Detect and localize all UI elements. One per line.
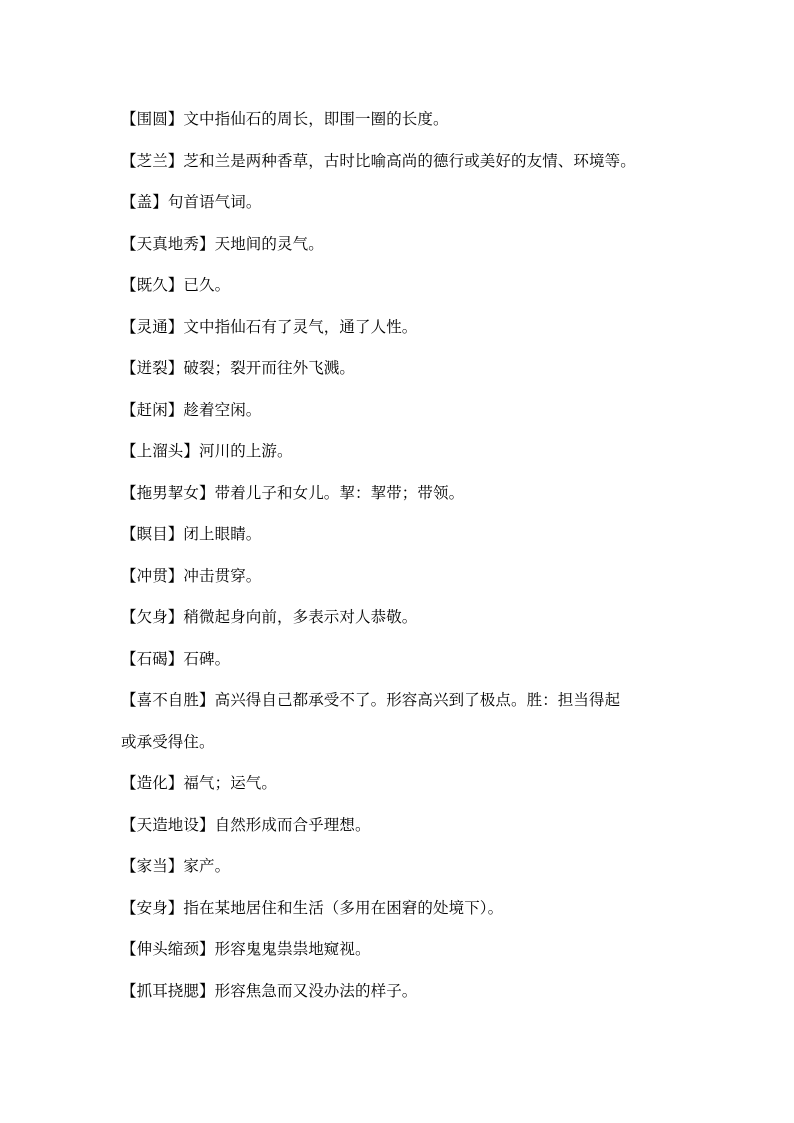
glossary-term: 【天真地秀】 xyxy=(121,234,215,253)
glossary-entry xyxy=(121,148,681,190)
glossary-entry xyxy=(121,106,681,148)
glossary-definition: 句首语气词。 xyxy=(167,193,262,211)
glossary-definition: 芝和兰是两种香草，古时比喻高尚的德行或美好的友情、环境等。 xyxy=(183,151,636,170)
glossary-definition: 冲击贯穿。 xyxy=(183,566,262,585)
glossary-definition: 河川的上游。 xyxy=(199,442,293,460)
glossary-term: 【瞑目】 xyxy=(121,525,184,543)
glossary-entry xyxy=(121,936,681,978)
glossary-term: 【欠身】 xyxy=(121,608,184,626)
glossary-entry xyxy=(121,978,681,1020)
glossary-entry xyxy=(121,438,681,480)
glossary-definition: 破裂；裂开而往外飞溅。 xyxy=(183,359,356,377)
glossary-term: 【盖】 xyxy=(121,193,168,211)
glossary-term: 【迸裂】 xyxy=(121,359,184,377)
glossary-term: 【拖男挈女】 xyxy=(121,483,215,502)
glossary-term: 【灵通】 xyxy=(121,317,184,336)
glossary-entry-continuation xyxy=(121,729,681,771)
glossary-definition: 高兴得自己都承受不了。形容高兴到了极点。胜：担当得起 xyxy=(214,691,621,709)
glossary-term: 【天造地设】 xyxy=(121,815,215,834)
glossary-entry xyxy=(121,189,681,231)
glossary-term: 【芝兰】 xyxy=(121,151,184,170)
glossary-definition: 福气；运气。 xyxy=(183,774,278,792)
glossary-term: 【赶闲】 xyxy=(121,400,184,419)
glossary-definition: 带着儿子和女儿。挈：挈带；带领。 xyxy=(214,483,465,502)
glossary-entry xyxy=(121,397,681,439)
glossary-term: 【安身】 xyxy=(121,898,184,917)
glossary-definition: 指在某地居住和生活（多用在困窘的处境下）。 xyxy=(183,898,504,917)
glossary-definition: 文中指仙石的周长，即围一圈的长度。 xyxy=(183,110,449,128)
glossary-term: 【冲贯】 xyxy=(121,566,184,585)
glossary-definition: 自然形成而合乎理想。 xyxy=(214,815,371,834)
glossary-definition: 已久。 xyxy=(183,276,231,294)
glossary-term: 【家当】 xyxy=(121,857,184,875)
glossary-entry xyxy=(121,314,681,356)
glossary-term: 【围圆】 xyxy=(121,110,184,128)
glossary-term: 【喜不自胜】 xyxy=(121,691,215,709)
glossary-definition: 形容焦急而又没办法的样子。 xyxy=(214,981,418,1000)
glossary-term: 【伸头缩颈】 xyxy=(121,940,215,958)
glossary-definition: 天地间的灵气。 xyxy=(214,234,324,253)
glossary-definition: 文中指仙石有了灵气，通了人性。 xyxy=(183,317,418,336)
glossary-entry xyxy=(121,231,681,273)
glossary-entry xyxy=(121,770,681,812)
glossary-entry xyxy=(121,521,681,563)
glossary-entry xyxy=(121,812,681,854)
glossary-entry xyxy=(121,853,681,895)
glossary-entry xyxy=(121,646,681,688)
glossary-term: 【上溜头】 xyxy=(121,442,200,460)
glossary-definition: 稍微起身向前，多表示对人恭敬。 xyxy=(183,608,418,626)
glossary-term: 【造化】 xyxy=(121,774,184,792)
glossary-entry xyxy=(121,604,681,646)
glossary-entry xyxy=(121,895,681,937)
glossary-entry xyxy=(121,480,681,522)
glossary-definition: 闭上眼睛。 xyxy=(183,525,262,543)
glossary-definition-continuation: 或承受得住。 xyxy=(121,732,215,751)
glossary-entry xyxy=(121,687,681,729)
glossary-definition: 形容鬼鬼祟祟地窥视。 xyxy=(214,940,371,958)
glossary-definition: 家产。 xyxy=(183,857,231,875)
glossary-term: 【既久】 xyxy=(121,276,184,294)
glossary-entry xyxy=(121,563,681,605)
glossary-entry xyxy=(121,355,681,397)
glossary-definition: 石碑。 xyxy=(183,649,231,668)
glossary-definition: 趁着空闲。 xyxy=(183,400,262,419)
glossary-entry xyxy=(121,272,681,314)
glossary-list xyxy=(121,106,681,1019)
glossary-term: 【抓耳挠腮】 xyxy=(121,981,215,1000)
glossary-term: 【石碣】 xyxy=(121,649,184,668)
